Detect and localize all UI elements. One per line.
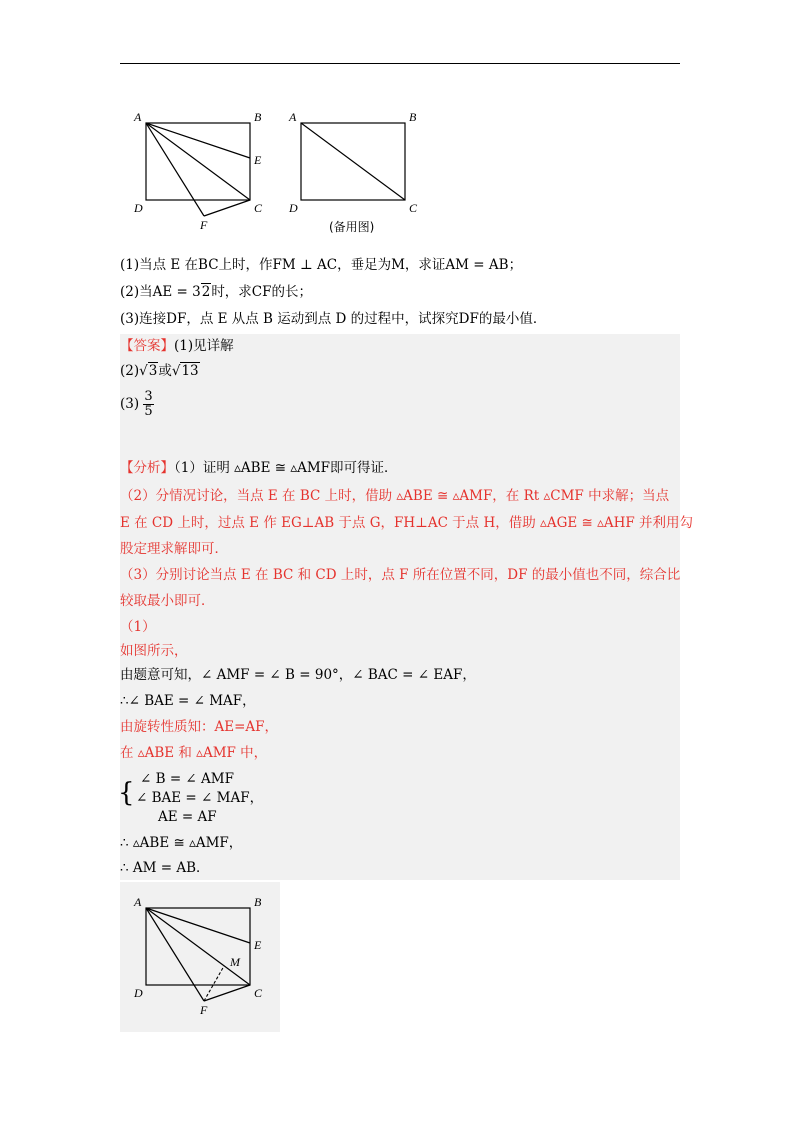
question-1: (1)当点 E 在BC上时，作FM ⊥ AC，垂足为M，求证AM = AB； [120,257,523,273]
segment-af [146,908,204,1001]
label-a: A [134,895,142,909]
label-c: C [254,201,263,215]
system-row-2: ∠ BAE = ∠ MAF， [136,790,264,806]
answer-2: (2)√3或√13 [120,363,199,379]
analysis-2-line-1: （2）分情况讨论，当点 E 在 BC 上时，借助 ▵ABE ≅ ▵AMF，在 Rt ▵CMF 中求解；当点 [120,488,670,504]
segment-ac [146,123,250,200]
label-d: D [134,986,143,1000]
segment-fc [204,200,250,216]
segment-ae [146,123,250,158]
segment-ac-spare [301,123,405,200]
label-b: B [254,110,262,124]
solution-step-5: 在 ▵ABE 和 ▵AMF 中， [120,745,268,761]
analysis-tag: 【分析】 [120,460,174,476]
system-brace: { [118,778,135,808]
segment-fc [204,985,250,1001]
question-3: (3)连接DF，点 E 从点 B 运动到点 D 的过程中，试探究DF的最小值． [120,311,547,327]
fraction: $\frac{3}{5}$ [144,389,153,419]
analysis-2-line-3: 股定理求解即可． [120,541,228,557]
system-row-3: AE = AF [158,809,217,825]
label-d: D [289,201,298,215]
solution-step-2: 由题意可知，∠ AMF = ∠ B = 90°，∠ BAC = ∠ EAF， [120,667,476,683]
header-rule [120,63,680,64]
label-b: B [409,110,417,124]
segment-ac [146,908,250,985]
label-a: A [134,110,142,124]
segment-fm-dashed [204,966,224,1001]
analysis-3-line-1: （3）分别讨论当点 E 在 BC 和 CD 上时，点 F 所在位置不同，DF 的最小值也不同，综合比 [120,567,681,583]
figure-3 [130,890,275,1020]
segment-ae [146,908,250,943]
solution-step-4: 由旋转性质知：AE=AF， [120,719,279,735]
analysis-2-line-2: E 在 CD 上时，过点 E 作 EG⊥AB 于点 G，FH⊥AC 于点 H，借助 ▵AGE ≅ ▵AHF 并利用勾 [120,515,694,531]
solution-step-0: （1） [120,619,156,635]
label-c: C [254,986,263,1000]
label-a: A [289,110,297,124]
answer-tag: 【答案】 [120,338,174,354]
solution-step-6: ∴ ▵ABE ≅ ▵AMF， [120,835,243,851]
solution-step-1: 如图所示， [120,643,188,659]
label-e: E [254,938,262,952]
label-c: C [409,201,418,215]
label-e: E [254,153,262,167]
system-row-1: ∠ B = ∠ AMF [140,771,234,787]
label-f: F [200,1003,208,1017]
segment-af [146,123,204,216]
solution-step-7: ∴ AM = AB． [120,860,210,876]
solution-step-3: ∴∠ BAE = ∠ MAF， [120,693,256,709]
label-m: M [230,955,240,969]
analysis-3-line-2: 较取最小即可． [120,593,215,609]
answer-1: 【答案】(1)见详解 [120,338,234,354]
answer-3: (3) $\frac{3}{5}$ [120,389,153,419]
label-d: D [134,201,143,215]
analysis-1: 【分析】（1）证明 ▵ABE ≅ ▵AMF即可得证． [120,460,398,476]
figure-2 [285,105,425,240]
label-b: B [254,895,262,909]
figure-1 [130,105,275,235]
question-2: (2)当AE = 32时，求CF的长； [120,284,313,300]
label-f: F [200,218,208,232]
figure-caption: (备用图) [329,220,375,234]
